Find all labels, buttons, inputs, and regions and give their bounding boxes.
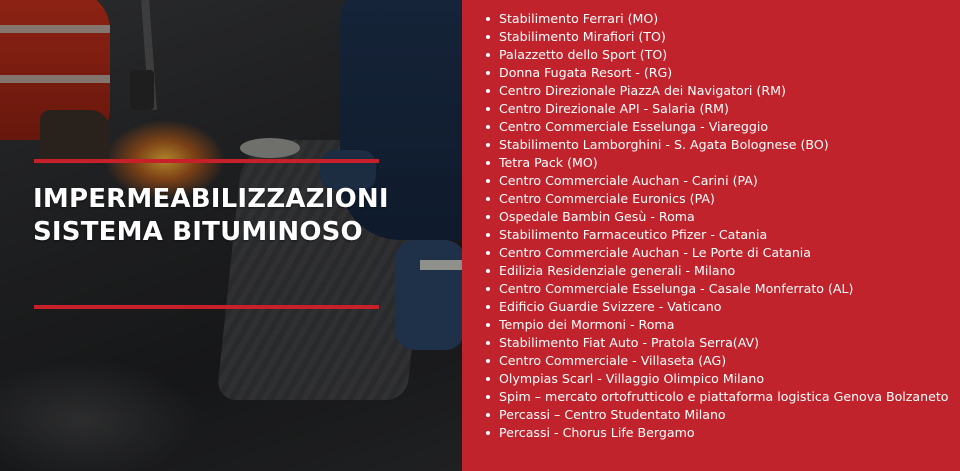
list-item: Stabilimento Farmaceutico Pfizer - Catania <box>486 226 950 244</box>
divider-bottom <box>34 305 379 309</box>
list-item: Ospedale Bambin Gesù - Roma <box>486 208 950 226</box>
list-item: Centro Commerciale Esselunga - Viareggio <box>486 118 950 136</box>
list-item: Percassi – Centro Studentato Milano <box>486 406 950 424</box>
section-title-line2: SISTEMA BITUMINOSO <box>33 217 363 247</box>
list-item: Donna Fugata Resort - (RG) <box>486 64 950 82</box>
list-item: Stabilimento Mirafiori (TO) <box>486 28 950 46</box>
list-item: Centro Commerciale Auchan - Le Porte di Catania <box>486 244 950 262</box>
list-item: Centro Commerciale Auchan - Carini (PA) <box>486 172 950 190</box>
list-item: Stabilimento Fiat Auto - Pratola Serra(AV) <box>486 334 950 352</box>
list-item: Stabilimento Lamborghini - S. Agata Bolognese (BO) <box>486 136 950 154</box>
section-title <box>33 183 389 249</box>
divider-top <box>34 159 379 163</box>
section-title-line1: IMPERMEABILIZZAZIONI <box>33 184 389 214</box>
list-item: Percassi - Chorus Life Bergamo <box>486 424 950 442</box>
list-item: Spim – mercato ortofrutticolo e piattaforma logistica Genova Bolzaneto <box>486 388 950 406</box>
list-item: Tempio dei Mormoni - Roma <box>486 316 950 334</box>
list-item: Olympias Scarl - Villaggio Olimpico Milano <box>486 370 950 388</box>
projects-panel <box>462 0 960 471</box>
list-item: Centro Direzionale API - Salaria (RM) <box>486 100 950 118</box>
list-item: Tetra Pack (MO) <box>486 154 950 172</box>
list-item: Centro Commerciale Euronics (PA) <box>486 190 950 208</box>
list-item: Centro Commerciale Esselunga - Casale Monferrato (AL) <box>486 280 950 298</box>
roofing-photo <box>0 0 462 471</box>
list-item: Stabilimento Ferrari (MO) <box>486 10 950 28</box>
list-item: Edilizia Residenziale generali - Milano <box>486 262 950 280</box>
list-item: Palazzetto dello Sport (TO) <box>486 46 950 64</box>
list-item: Centro Direzionale PiazzA dei Navigatori (RM) <box>486 82 950 100</box>
list-item: Centro Commerciale - Villaseta (AG) <box>486 352 950 370</box>
list-item: Edificio Guardie Svizzere - Vaticano <box>486 298 950 316</box>
projects-list <box>486 10 950 442</box>
